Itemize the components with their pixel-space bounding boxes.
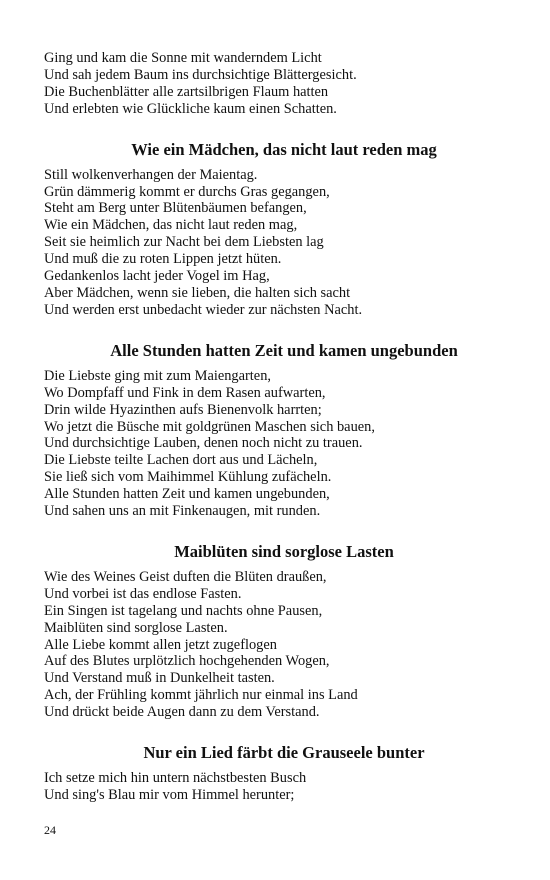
poem-line: Die Buchenblätter alle zartsilbrigen Flaum hatten [44,83,329,100]
poem-line: Und drückt beide Augen dann zu dem Verstand. [44,704,320,721]
poem-line: Und sing's Blau mir vom Himmel herunter; [44,787,295,803]
poem-line: Und sah jedem Baum ins durchsichtige Blättergesicht. [44,66,357,83]
poem-line: Und Verstand muß in Dunkelheit tasten. [44,670,275,687]
poem-line: Alle Liebe kommt allen jetzt zugeflogen [44,636,277,653]
poem-stanza [44,167,514,319]
poem-line: Maiblüten sind sorglose Lasten. [44,619,228,636]
poem-line: Und erlebten wie Glückliche kaum einen Schatten. [44,100,337,117]
poem-line: Die Liebste ging mit zum Maiengarten, [44,367,271,384]
poem-line: Aber Mädchen, wenn sie lieben, die halten sich sacht [44,284,351,301]
poem-line: Auf des Blutes urplötzlich hochgehenden Wogen, [44,653,330,670]
poem-line: Ach, der Frühling kommt jährlich nur einmal ins Land [44,687,358,704]
book-page [44,50,514,804]
poem-stanza [44,368,514,520]
poem-line: Ging und kam die Sonne mit wanderndem Licht [44,50,322,66]
page-number: 24 [44,823,56,837]
poem-line: Und durchsichtige Lauben, denen noch nicht zu trauen. [44,435,363,452]
poem-line: Steht am Berg unter Blütenbäumen befangen, [44,200,307,217]
poem-line: Sie ließ sich vom Maihimmel Kühlung zufächeln. [44,469,332,486]
poem-line: Still wolkenverhangen der Maientag. [44,166,258,183]
poem-line: Die Liebste teilte Lachen dort aus und Lächeln, [44,452,318,469]
poem-line: Ein Singen ist tagelang und nachts ohne Pausen, [44,602,323,619]
poem-line: Wie ein Mädchen, das nicht laut reden mag, [44,217,298,234]
poem-title: Wie ein Mädchen, das nicht laut reden mag [131,139,437,159]
poem-title: Nur ein Lied färbt die Grauseele bunter [143,743,425,763]
poem-line: Alle Stunden hatten Zeit und kamen ungebunden, [44,486,330,503]
poem-line: Und werden erst unbedacht wieder zur nächsten Nacht. [44,301,363,318]
poem-line: Ich setze mich hin untern nächstbesten Busch [44,770,307,787]
poem-line: Und sahen uns an mit Finkenaugen, mit runden. [44,503,321,520]
poem-line: Und vorbei ist das endlose Fasten. [44,585,242,602]
poem-stanza [44,770,514,804]
poem-title: Maiblüten sind sorglose Lasten [174,541,394,561]
poem-line: Gedankenlos lacht jeder Vogel im Hag, [44,268,270,285]
poem-stanza [44,50,514,118]
poem-line: Grün dämmerig kommt er durchs Gras gegangen, [44,183,330,200]
poem-line: Wo Dompfaff und Fink in dem Rasen aufwarten, [44,384,326,401]
poem-title: Alle Stunden hatten Zeit und kamen ungebunden [110,340,458,360]
poem-line: Wie des Weines Geist duften die Blüten draußen, [44,568,327,585]
poem-line: Und muß die zu roten Lippen jetzt hüten. [44,251,282,268]
poem-stanza [44,569,514,721]
poem-line: Seit sie heimlich zur Nacht bei dem Liebsten lag [44,234,324,251]
poem-line: Wo jetzt die Büsche mit goldgrünen Maschen sich bauen, [44,418,375,435]
poem-line: Drin wilde Hyazinthen aufs Bienenvolk harrten; [44,401,322,418]
